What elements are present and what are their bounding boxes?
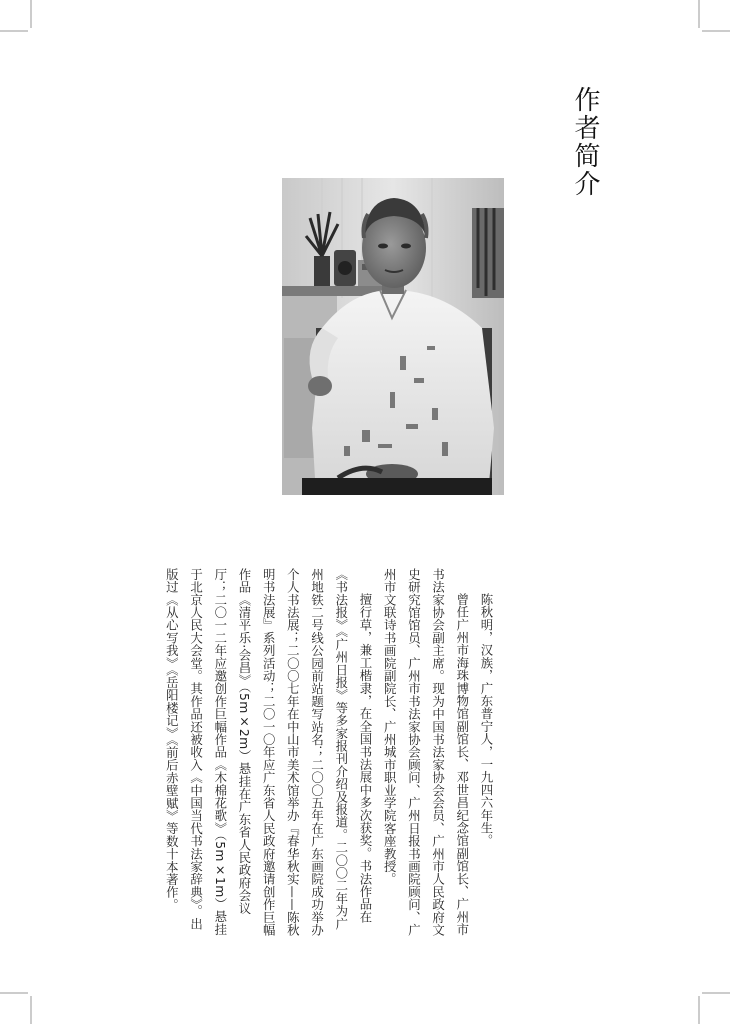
bio-paragraph-2: 曾任广州市海珠博物馆副馆长、邓世昌纪念馆副馆长、广州市书法家协会副主席。现为中国书法家协会会员、广州市人民政府文史研究馆馆员、广州市书法家协会顾问、广州日报书画院顾问、广州市文联诗书画院副院长、广州城市职业学院客座教授。 bbox=[382, 568, 470, 937]
crop-mark-top-left-icon bbox=[0, 0, 38, 38]
author-biography bbox=[164, 568, 498, 938]
bio-paragraph-1: 陈秋明，汉族，广东普宁人，一九四六年生。 bbox=[479, 592, 494, 847]
crop-mark-bottom-left-icon bbox=[0, 986, 38, 1024]
crop-mark-top-right-icon bbox=[692, 0, 730, 38]
author-portrait-photo bbox=[282, 178, 504, 495]
crop-mark-bottom-right-icon bbox=[692, 986, 730, 1024]
portrait-icon bbox=[282, 178, 504, 495]
page-title: 作者简介 bbox=[570, 86, 600, 198]
bio-paragraph-3: 擅行草，兼工楷隶，在全国书法展中多次获奖。书法作品在《书法报》《广州日报》等多家报刊介绍及报道。二〇〇二年为广州地铁二号线公园前站题写站名；二〇〇五年在广东画院成功举办个人书法展；二〇〇七年在中山市美术馆举办『春华秋实——陈秋明书法展』系列活动；二〇一〇年应广东省人民政府邀请创作巨幅作品《清平乐·会昌》（5m×2m）悬挂在广东省人民政府会议厅；二〇一二年应邀创作巨幅作品《木棉花歌》（5m×1m）悬挂于北京人民大会堂。其作品还被收入《中国当代书法家辞典》。出版过《从心写我》《岳阳楼记》《前后赤壁赋》等数十本著作。 bbox=[164, 568, 373, 937]
